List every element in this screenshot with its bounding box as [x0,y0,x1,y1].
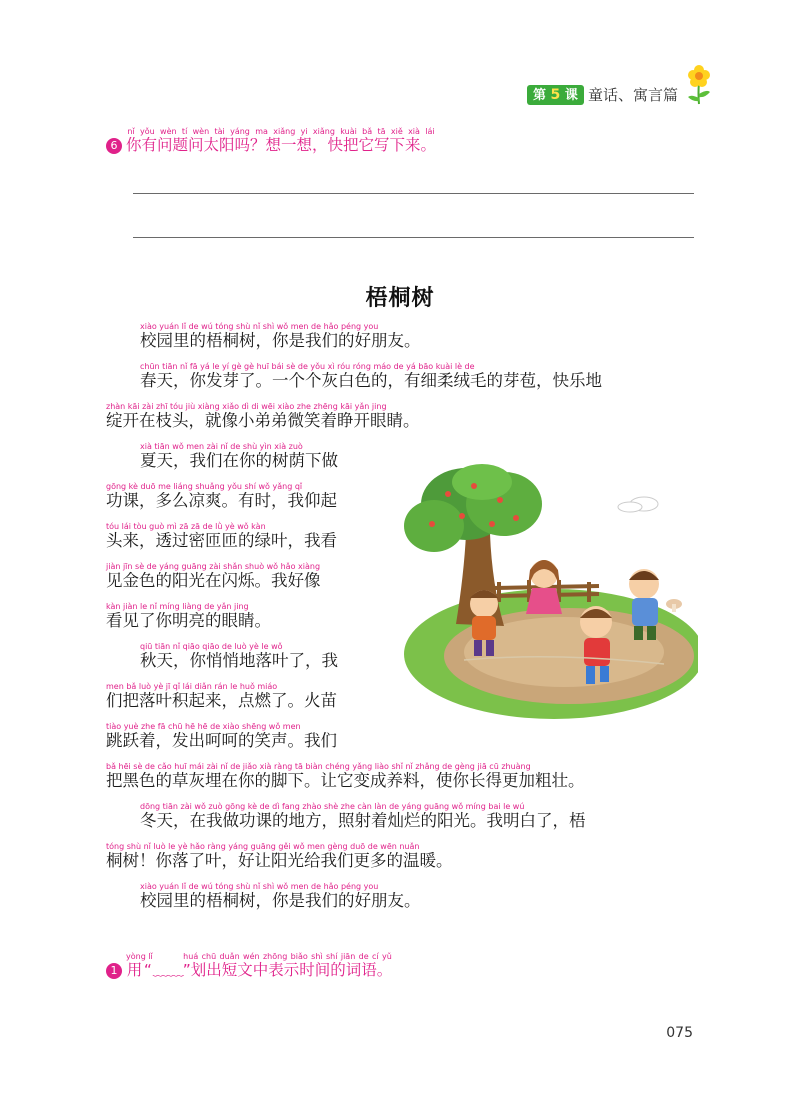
task-1-pinyin-a: yòng lǐ [126,952,153,961]
section-title: 童话、寓言篇 [588,86,679,104]
children-playing-illustration [404,464,698,724]
story-line: 跳跃着，发出呵呵的笑声。我们tiào yuè zhe fā chū hē hē de xiào shēng wǒ men [106,722,337,750]
story-line: 冬天，在我做功课的地方，照射着灿烂的阳光。我明白了，梧dōng tiān zài wǒ zuò gōng kè de dì fang zhào shè zhe càn làn de yáng guāng wǒ míng bai le wú [140,802,586,830]
flower-icon [686,64,712,106]
wavy-underline-symbol: ﹏﹏ [152,961,184,979]
story-line: 头来，透过密匝匝的绿叶，我看tóu lái tòu guò mì zā zā de lǜ yè wǒ kàn [106,522,337,550]
story-line: 夏天，我们在你的树荫下做xià tiān wǒ men zài nǐ de shù yìn xià zuò [140,442,338,470]
story-line: 校园里的梧桐树，你是我们的好朋友。xiào yuán lǐ de wú tóng shù nǐ shì wǒ men de hǎo péng you [140,322,421,350]
answer-line-1[interactable] [133,193,694,194]
story-line: 看见了你明亮的眼睛。kàn jiàn le nǐ míng liàng de yǎn jing [106,602,271,630]
page-number: 075 [666,1025,693,1041]
story-line: 功课，多么凉爽。有时，我仰起gōng kè duō me liáng shuǎng yǒu shí wǒ yǎng qǐ [106,482,337,510]
task-1-pinyin-b: huá chū duǎn wén zhōng biǎo shì shí jiān de cí yǔ [182,952,393,961]
story-line: 们把落叶积起来，点燃了。火苗men bǎ luò yè jī qǐ lái diǎn rán le huǒ miáo [106,682,337,710]
answer-line-2[interactable] [133,237,694,238]
task-6-pinyin: nǐ yǒu wèn tí wèn tài yáng ma xiǎng yi xiǎng kuài bǎ tā xiě xià lái [126,127,437,136]
story-line: 把黑色的草灰埋在你的脚下。让它变成养料，使你长得更加粗壮。bǎ hēi sè de cǎo huī mái zài nǐ de jiǎo xià ràng tā biàn chéng yǎng liào shǐ nǐ zhǎng de gèng jiā cū zhuàng [106,762,585,790]
story-title: 梧桐树 [365,285,435,311]
task-6 [106,127,436,155]
task-1 [106,952,392,980]
lesson-badge [527,85,584,105]
task-1-text-a: 用“ [126,961,153,979]
story-line: 秋天，你悄悄地落叶了，我qiū tiān nǐ qiāo qiāo de luò yè le wǒ [140,642,338,670]
story-line: 校园里的梧桐树，你是我们的好朋友。xiào yuán lǐ de wú tóng shù nǐ shì wǒ men de hǎo péng you [140,882,421,910]
story-line: 春天，你发芽了。一个个灰白色的，有细柔绒毛的芽苞，快乐地chūn tiān nǐ fā yá le yí gè gè huī bái sè de yǒu xì róu róng máo de yá bāo kuài lè de [140,362,602,390]
lesson-suffix: 课 [564,88,578,103]
task-1-text-b: ”划出短文中表示时间的词语。 [182,961,393,979]
story-line: 绽开在枝头，就像小弟弟微笑着睁开眼睛。zhàn kāi zài zhī tóu jiù xiàng xiǎo dì di wēi xiào zhe zhēng kāi yǎn jing [106,402,420,430]
story-line: 桐树！你落了叶，好让阳光给我们更多的温暖。tóng shù nǐ luò le yè hǎo ràng yáng guāng gěi wǒ men gèng duō de wēn nuǎn [106,842,453,870]
lesson-number: 5 [550,87,561,103]
story-line: 见金色的阳光在闪烁。我好像jiàn jīn sè de yáng guāng zài shǎn shuò wǒ hǎo xiàng [106,562,321,590]
lesson-prefix: 第 [533,88,547,103]
task-6-number: 6 [106,138,122,154]
task-1-number: 1 [106,963,122,979]
task-6-text: 你有问题问太阳吗？想一想，快把它写下来。 [126,136,437,154]
